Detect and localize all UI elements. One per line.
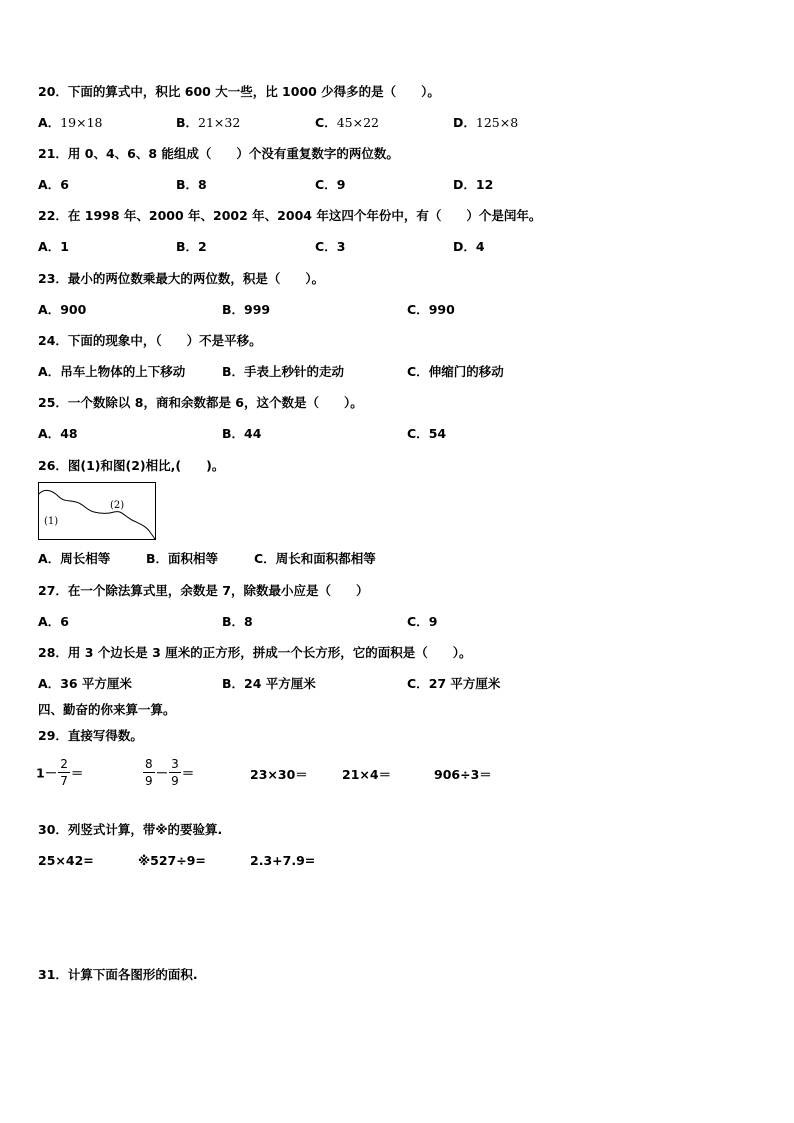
q26-option-c[interactable]: C．周长和面积都相等	[254, 551, 376, 566]
question-28: 28．用 3 个边长是 3 厘米的正方形，拼成一个长方形，它的面积是（ ）。	[38, 645, 472, 660]
question-21: 21．用 0、4、6、8 能组成（ ）个没有重复数字的两位数。	[38, 146, 399, 161]
q20-option-b[interactable]: B．21×32	[176, 115, 241, 130]
q27-option-b[interactable]: B．8	[222, 614, 253, 629]
question-31: 31．计算下面各图形的面积.	[38, 967, 198, 982]
question-29: 29．直接写得数。	[38, 728, 143, 743]
q25-option-a[interactable]: A．48	[38, 426, 78, 441]
q30-item-3: 2.3+7.9=	[250, 853, 316, 868]
question-20: 20．下面的算式中，积比 600 大一些，比 1000 少得多的是（ ）。	[38, 84, 440, 99]
question-23: 23．最小的两位数乘最大的两位数，积是（ ）。	[38, 271, 325, 286]
question-27: 27．在一个除法算式里，余数是 7，除数最小应是（ ）	[38, 583, 369, 598]
q24-option-b[interactable]: B．手表上秒针的走动	[222, 364, 345, 379]
q25-option-b[interactable]: B．44	[222, 426, 262, 441]
q22-option-b[interactable]: B．2	[176, 239, 207, 254]
q20-option-c[interactable]: C．45×22	[315, 115, 379, 130]
q27-option-c[interactable]: C．9	[407, 614, 438, 629]
q22-option-d[interactable]: D．4	[453, 239, 485, 254]
q20-option-a[interactable]: A．19×18	[38, 115, 103, 130]
q23-option-c[interactable]: C．990	[407, 302, 455, 317]
q26-figure	[38, 482, 156, 540]
q20-option-d[interactable]: D．125×8	[453, 115, 519, 130]
q30-item-2: ※527÷9=	[138, 853, 206, 868]
q29-item-1: 1－ $\frac{2}{7}$ ＝	[36, 757, 84, 788]
q25-option-c[interactable]: C．54	[407, 426, 447, 441]
question-24: 24．下面的现象中，（ ）不是平移。	[38, 333, 262, 348]
q28-option-b[interactable]: B．24 平方厘米	[222, 676, 316, 691]
question-25: 25．一个数除以 8，商和余数都是 6，这个数是（ ）。	[38, 395, 363, 410]
q22-option-c[interactable]: C．3	[315, 239, 346, 254]
q29-item-2: $\frac{8}{9}$ － $\frac{3}{9}$ ＝	[145, 757, 195, 788]
q29-item-3: 23×30＝	[250, 767, 308, 782]
q29-item-4: 21×4＝	[342, 767, 392, 782]
q21-option-c[interactable]: C．9	[315, 177, 346, 192]
question-22: 22．在 1998 年、2000 年、2002 年、2004 年这四个年份中，有（ ）个是闰年。	[38, 208, 542, 223]
figure-label-2: (2)	[110, 500, 125, 511]
q28-option-a[interactable]: A．36 平方厘米	[38, 676, 132, 691]
q30-item-1: 25×42=	[38, 853, 94, 868]
q26-option-b[interactable]: B．面积相等	[146, 551, 219, 566]
q22-option-a[interactable]: A．1	[38, 239, 69, 254]
q28-option-c[interactable]: C．27 平方厘米	[407, 676, 501, 691]
q21-option-a[interactable]: A．6	[38, 177, 69, 192]
q21-option-d[interactable]: D．12	[453, 177, 494, 192]
q23-option-b[interactable]: B．999	[222, 302, 271, 317]
q29-item-5: 906÷3＝	[434, 767, 492, 782]
q24-option-c[interactable]: C．伸缩门的移动	[407, 364, 504, 379]
q24-option-a[interactable]: A．吊车上物体的上下移动	[38, 364, 186, 379]
section-4-title: 四、勤奋的你来算一算。	[38, 702, 176, 717]
question-30: 30．列竖式计算，带※的要验算.	[38, 822, 223, 837]
q27-option-a[interactable]: A．6	[38, 614, 69, 629]
figure-label-1: (1)	[44, 516, 59, 527]
q26-option-a[interactable]: A．周长相等	[38, 551, 111, 566]
q23-option-a[interactable]: A．900	[38, 302, 87, 317]
q21-option-b[interactable]: B．8	[176, 177, 207, 192]
question-26: 26．图(1)和图(2)相比,( )。	[38, 458, 225, 473]
